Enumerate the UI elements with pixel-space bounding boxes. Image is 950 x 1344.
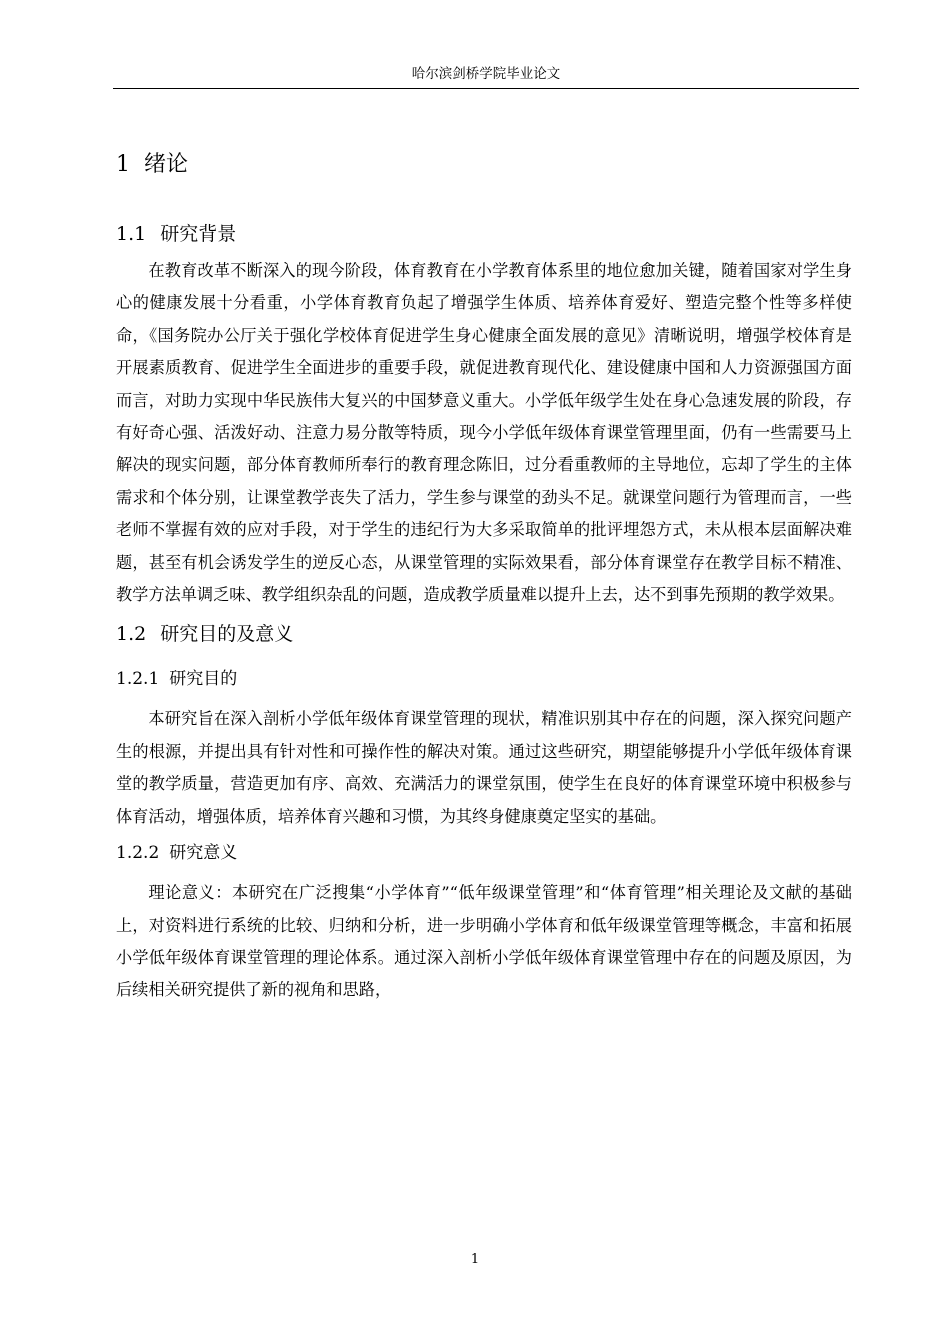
subsection-number: 1.2.2 — [116, 843, 160, 864]
subsection-title: 研究意义 — [169, 843, 238, 864]
section-heading-1-2 — [116, 617, 852, 651]
subsection-heading-1-2-1 — [116, 663, 852, 695]
section-heading-1-1 — [116, 217, 852, 251]
running-header: 哈尔滨剑桥学院毕业论文 — [411, 66, 561, 82]
paragraph-background: 在教育改革不断深入的现今阶段，体育教育在小学教育体系里的地位愈加关键，随着国家对学生身心的健康发展十分看重，小学体育教育负起了增强学生体质、培养体育爱好、塑造完整个性等多样使命，《国务院办公厅关于强化学校体育促进学生身心健康全面发展的意见》清晰说明，增强学校体育是开展素质教育、促进学生全面进步的重要手段，就促进教育现代化、建设健康中国和人力资源强国方面而言，对助力实现中华民族伟大复兴的中国梦意义重大。小学低年级学生处在身心急速发展的阶段，存有好奇心强、活泼好动、注意力易分散等特质，现今小学低年级体育课堂管理里面，仍有一些需要马上解决的现实问题，部分体育教师所奉行的教育理念陈旧，过分看重教师的主导地位，忘却了学生的主体需求和个体分别，让课堂教学丧失了活力，学生参与课堂的劲头不足。就课堂问题行为管理而言，一些老师不掌握有效的应对手段，对于学生的违纪行为大多采取简单的批评埋怨方式，未从根本层面解决难题，甚至有机会诱发学生的逆反心态，从课堂管理的实际效果看，部分体育课堂存在教学目标不精准、教学方法单调乏味、教学组织杂乱的问题，造成教学质量难以提升上去，达不到事先预期的教学效果。 — [116, 261, 852, 605]
section-title: 研究背景 — [160, 223, 237, 245]
section-number: 1.1 — [116, 223, 147, 245]
page-number: 1 — [470, 1252, 480, 1267]
subsection-number: 1.2.1 — [116, 669, 160, 690]
chapter-title: 绪论 — [144, 152, 189, 177]
subsection-heading-1-2-2 — [116, 837, 852, 869]
subsection-title: 研究目的 — [169, 669, 238, 690]
paragraph-significance: 理论意义：本研究在广泛搜集“小学体育”“低年级课堂管理”和“体育管理”相关理论及文献的基础上，对资料进行系统的比较、归纳和分析，进一步明确小学体育和低年级课堂管理等概念，丰富和拓展小学低年级体育课堂管理的理论体系。通过深入剖析小学低年级体育课堂管理中存在的问题及原因，为后续相关研究提供了新的视角和思路， — [116, 883, 852, 1000]
section-number: 1.2 — [116, 623, 147, 646]
chapter-number: 1 — [116, 152, 130, 177]
paragraph-purpose: 本研究旨在深入剖析小学低年级体育课堂管理的现状，精准识别其中存在的问题，深入探究问题产生的根源，并提出具有针对性和可操作性的解决对策。通过这些研究，期望能够提升小学低年级体育课堂的教学质量，营造更加有序、高效、充满活力的课堂氛围，使学生在良好的体育课堂环境中积极参与体育活动，增强体质，培养体育兴趣和习惯，为其终身健康奠定坚实的基础。 — [116, 709, 852, 826]
chapter-heading — [116, 145, 852, 185]
page-body — [116, 145, 852, 1007]
header-rule — [113, 88, 859, 89]
section-title: 研究目的及意义 — [160, 623, 294, 646]
